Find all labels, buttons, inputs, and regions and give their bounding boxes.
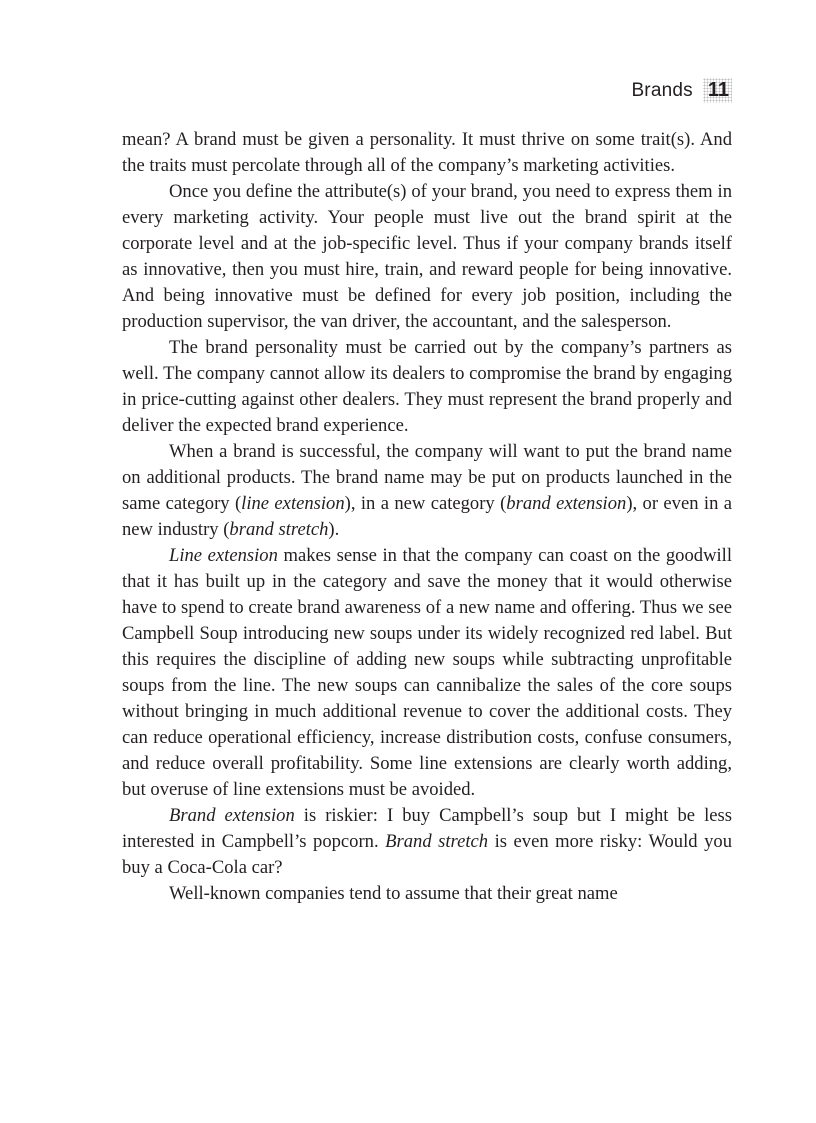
italic-term: line extension <box>241 493 345 514</box>
text-segment: ), or even in a new industry ( <box>122 493 732 540</box>
italic-term: brand stretch <box>229 519 329 540</box>
italic-term: Brand stretch <box>385 831 489 852</box>
paragraph <box>122 127 732 179</box>
body-text <box>122 127 732 907</box>
text-segment: ). <box>328 519 340 540</box>
page-number: 11 <box>703 78 732 103</box>
paragraph <box>122 803 732 881</box>
running-head: Brands <box>631 79 693 101</box>
text-segment: When a brand is successful, the company will want to put the brand name on additional products. The brand name may be put on products launched in the same category ( <box>122 441 732 514</box>
paragraph <box>122 881 732 907</box>
paragraph <box>122 335 732 439</box>
text-segment: The brand personality must be carried out by the company’s partners as well. The company cannot allow its dealers to compromise the brand by engaging in price-cutting against other dealers. They must represent the brand properly and deliver the expected brand experience. <box>122 337 732 436</box>
text-segment: is even more risky: Would you buy a Coca-Cola car? <box>122 831 732 878</box>
text-segment: ), in a new category ( <box>344 493 507 514</box>
text-segment: Once you define the attribute(s) of your brand, you need to express them in every marketing activity. Your people must live out the brand spirit at the corporate level and at the job-specific level. Thus if your company brands itself as innovative, then you must hire, train, and reward people for being innovative. And being innovative must be defined for every job position, including the production supervisor, the van driver, the accountant, and the salesperson. <box>122 181 732 332</box>
paragraph <box>122 179 732 335</box>
text-segment: mean? A brand must be given a personality. It must thrive on some trait(s). And the traits must percolate through all of the company’s marketing activities. <box>122 129 732 176</box>
italic-term: Line extension <box>169 545 278 566</box>
paragraph <box>122 439 732 543</box>
paragraph <box>122 543 732 803</box>
italic-term: brand extension <box>506 493 627 514</box>
text-segment: is riskier: I buy Campbell’s soup but I might be less interested in Campbell’s popcorn. <box>122 805 732 852</box>
text-segment: makes sense in that the company can coast on the goodwill that it has built up in the category and save the money that it would otherwise have to spend to create brand awareness of a new name and offering. Thus we see Campbell Soup introducing new soups under its widely recognized red label. But this requires the discipline of adding new soups while subtracting unprofitable soups from the line. The new soups can cannibalize the sales of the core soups without bringing in much additional revenue to cover the additional costs. They can reduce operational efficiency, increase distribution costs, confuse consumers, and reduce overall profitability. Some line extensions are clearly worth adding, but overuse of line extensions must be avoided. <box>122 545 733 800</box>
text-segment: Well-known companies tend to assume that their great name <box>169 883 618 904</box>
italic-term: Brand extension <box>169 805 295 826</box>
page-header <box>631 78 732 103</box>
